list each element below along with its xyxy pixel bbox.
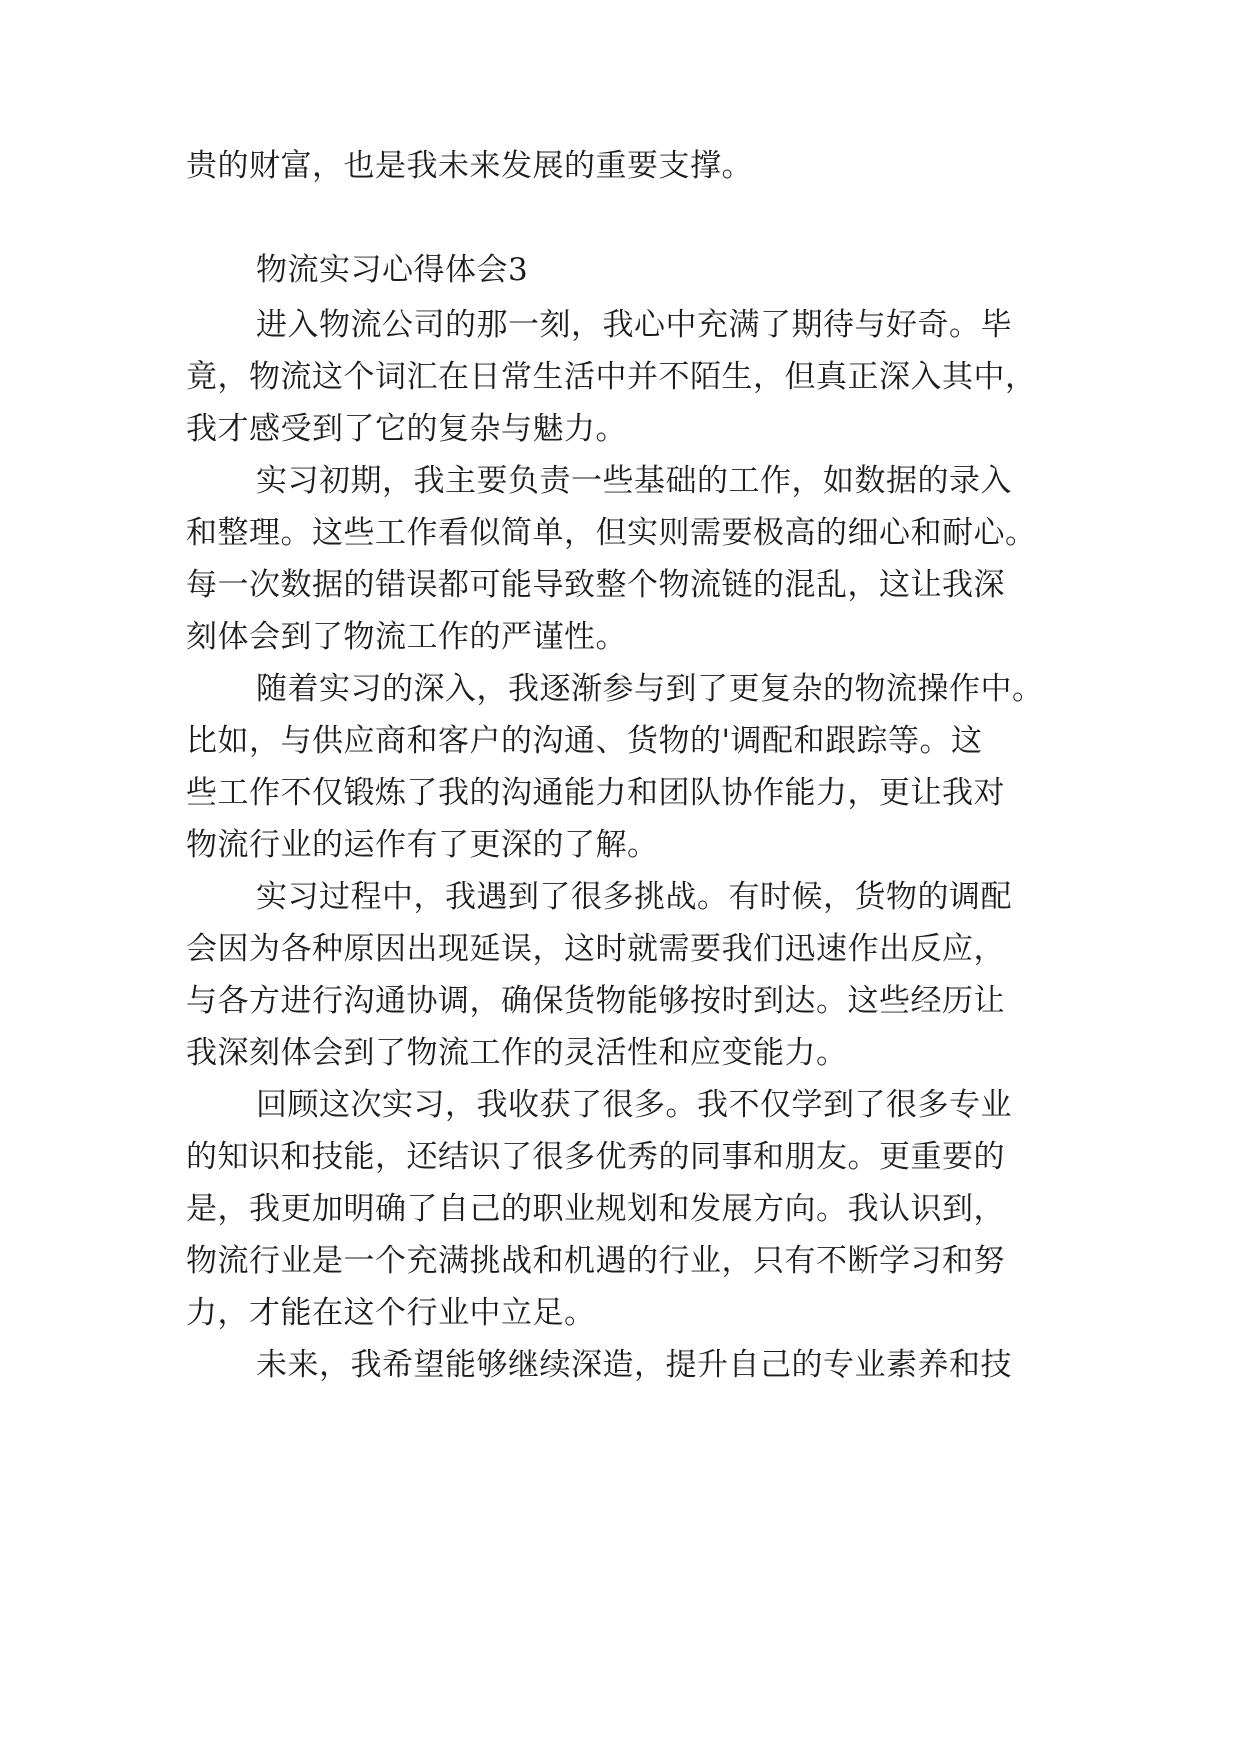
paragraph-line: 未来，我希望能够继续深造，提升自己的专业素养和技: [256, 1347, 1012, 1383]
paragraph-line: 是，我更加明确了自己的职业规划和发展方向。我认识到，: [186, 1191, 1005, 1227]
paragraph-line: 随着实习的深入，我逐渐参与到了更复杂的物流操作中。: [256, 671, 1044, 707]
paragraph-line: 实习初期，我主要负责一些基础的工作，如数据的录入: [256, 463, 1012, 499]
paragraph-line: 些工作不仅锻炼了我的沟通能力和团队协作能力，更让我对: [186, 775, 1005, 811]
paragraph-line: 比如，与供应商和客户的沟通、货物的'调配和跟踪等。这: [186, 723, 983, 759]
paragraph-line: 实习过程中，我遇到了很多挑战。有时候，货物的调配: [256, 879, 1012, 915]
paragraph-line: 和整理。这些工作看似简单，但实则需要极高的细心和耐心。: [186, 515, 1037, 551]
paragraph-line: 会因为各种原因出现延误，这时就需要我们迅速作出反应，: [186, 931, 1005, 967]
paragraph-line: 物流行业的运作有了更深的了解。: [186, 827, 659, 863]
paragraph-line: 进入物流公司的那一刻，我心中充满了期待与好奇。毕: [256, 307, 1012, 343]
paragraph-line: 我深刻体会到了物流工作的灵活性和应变能力。: [186, 1035, 848, 1071]
paragraph-line: 回顾这次实习，我收获了很多。我不仅学到了很多专业: [256, 1087, 1012, 1123]
paragraph-line: 的知识和技能，还结识了很多优秀的同事和朋友。更重要的: [186, 1139, 1005, 1175]
paragraph-line: 与各方进行沟通协调，确保货物能够按时到达。这些经历让: [186, 983, 1005, 1019]
paragraph-line: 我才感受到了它的复杂与魅力。: [186, 411, 627, 447]
paragraph-line: 刻体会到了物流工作的严谨性。: [186, 619, 627, 655]
paragraph-line: 贵的财富，也是我未来发展的重要支撑。: [186, 148, 753, 184]
paragraph-line: 竟，物流这个词汇在日常生活中并不陌生，但真正深入其中，: [186, 359, 1037, 395]
paragraph-line: 力，才能在这个行业中立足。: [186, 1295, 596, 1331]
section-heading: 物流实习心得体会3: [256, 252, 529, 288]
paragraph-line: 每一次数据的错误都可能导致整个物流链的混乱，这让我深: [186, 567, 1005, 603]
paragraph-line: 物流行业是一个充满挑战和机遇的行业，只有不断学习和努: [186, 1243, 1005, 1279]
